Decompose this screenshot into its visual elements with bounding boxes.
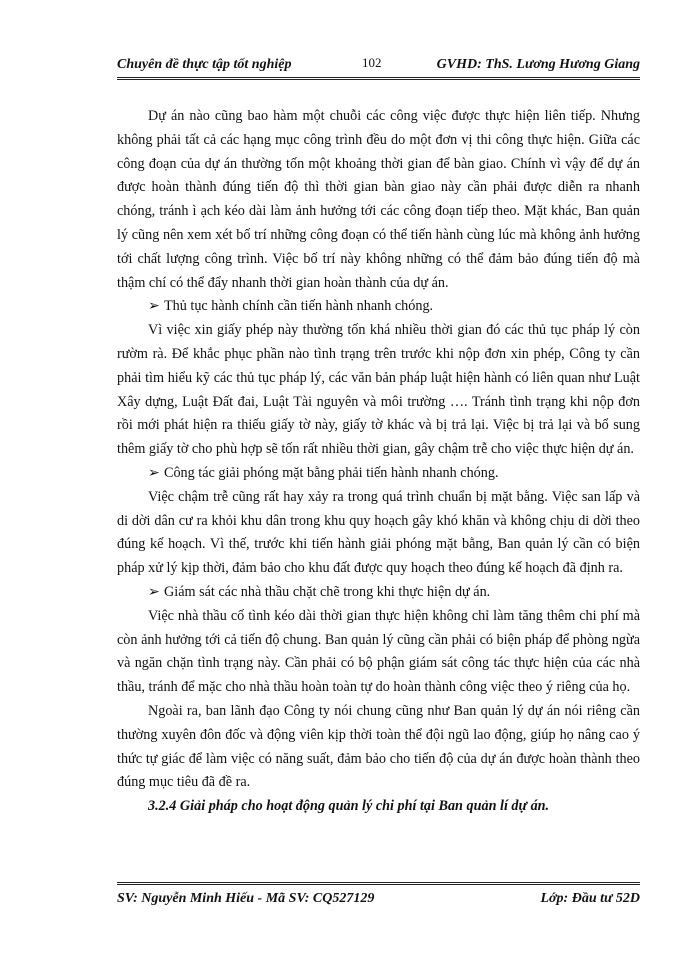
- paragraph-3: Việc chậm trễ cũng rất hay xảy ra trong quá trình chuẩn bị mặt bằng. Việc san lấp và di dời dân cư ra khỏi khu dân trong khu quy hoạch gây khó khăn và không chịu di dời theo đúng kế hoạch. Vì thế, trước khi tiến hành giải phóng mặt bằng, Ban quản lý cần có biện pháp xử lý kịp thời, đảm bảo cho khu đất được quy hoạch theo đúng kế hoạch đã định ra.: [117, 488, 640, 577]
- bullet-item-2: [117, 462, 640, 486]
- bullet-item-3: [117, 581, 640, 605]
- footer-class: Lớp: Đầu tư 52D: [540, 891, 640, 906]
- paragraph-2: Vì việc xin giấy phép này thường tốn khá nhiều thời gian đó các thủ tục pháp lý còn rườm rà. Để khắc phục phần nào tình trạng trên trước khi nộp đơn xin phép, Công ty cần phải tìm hiểu kỹ các thủ tục pháp lý, các văn bản pháp luật hiện hành có liên quan như Luật Xây dựng, Luật Đất đai, Luật Tài nguyên và môi trường …. Tránh tình trạng khi nộp đơn rồi mới phát hiện ra thiếu giấy tờ này, giấy tờ khác và bị trả lại. Việc bị trả lại và bổ sung thêm giấy tờ cho phù hợp sẽ tốn rất nhiều thời gian, gây chậm trễ cho việc thực hiện dự án.: [117, 322, 640, 458]
- page-footer: [117, 882, 640, 907]
- header-supervisor: GVHD: ThS. Lương Hương Giang: [436, 57, 640, 72]
- arrow-bullet-icon: ➢: [148, 464, 160, 481]
- bullet-text: Giám sát các nhà thầu chặt chẽ trong khi thực hiện dự án.: [164, 583, 491, 600]
- page-number: 102: [362, 55, 382, 70]
- paragraph-4: Việc nhà thầu cố tình kéo dài thời gian thực hiện không chỉ làm tăng thêm chi phí mà còn ảnh hưởng tới cả tiến độ chung. Ban quản lý cũng cần phải có biện pháp để phòng ngừa và ngăn chặn tình trạng này. Cần phải có bộ phận giám sát công tác thực hiện của các nhà thầu, tránh để mặc cho nhà thầu hoàn toàn tự do hoàn thành công việc theo ý riêng của họ.: [117, 607, 640, 696]
- bullet-text: Công tác giải phóng mặt bằng phải tiến hành nhanh chóng.: [164, 464, 499, 481]
- header-title: Chuyên đề thực tập tốt nghiệp: [117, 57, 292, 72]
- page-header: [117, 55, 640, 80]
- arrow-bullet-icon: ➢: [148, 298, 160, 315]
- paragraph-1: Dự án nào cũng bao hàm một chuỗi các công việc được thực hiện liên tiếp. Nhưng không phải tất cả các hạng mục công trình đều do một đơn vị thi công thực hiện. Giữa các công đoạn của dự án thường tốn một khoảng thời gian để bàn giao. Chính vì vậy để dự án được hoàn thành đúng tiến độ thì thời gian bàn giao này cần phải được diễn ra nhanh chóng, tránh ì ạch kéo dài làm ảnh hưởng tới các công đoạn tiếp theo. Mặt khác, Ban quản lý cũng nên xem xét bố trí những công đoạn có thể tiến hành cùng lúc mà không ảnh hưởng tới chất lượng công trình. Việc bố trí này không những có thể đảm bảo đúng tiến độ mà thậm chí có thể đẩy nhanh thời gian hoàn thành của dự án.: [117, 108, 640, 291]
- section-heading: 3.2.4 Giải pháp cho hoạt động quản lý chi phí tại Ban quản lí dự án.: [148, 798, 550, 815]
- bullet-text: Thủ tục hành chính cần tiến hành nhanh chóng.: [164, 298, 434, 315]
- document-body: [117, 105, 640, 819]
- paragraph-5: Ngoài ra, ban lãnh đạo Công ty nói chung cũng như Ban quản lý dự án nói riêng cần thường xuyên đôn đốc và động viên kịp thời toàn thể đội ngũ lao động, giúp họ nâng cao ý thức tự giác để làm việc có năng suất, đảm bảo cho tiến độ của dự án được hoàn thành theo đúng mục tiêu đã đề ra.: [117, 702, 640, 791]
- bullet-item-1: [117, 295, 640, 319]
- arrow-bullet-icon: ➢: [148, 583, 160, 600]
- footer-student: SV: Nguyễn Minh Hiếu - Mã SV: CQ527129: [117, 891, 375, 906]
